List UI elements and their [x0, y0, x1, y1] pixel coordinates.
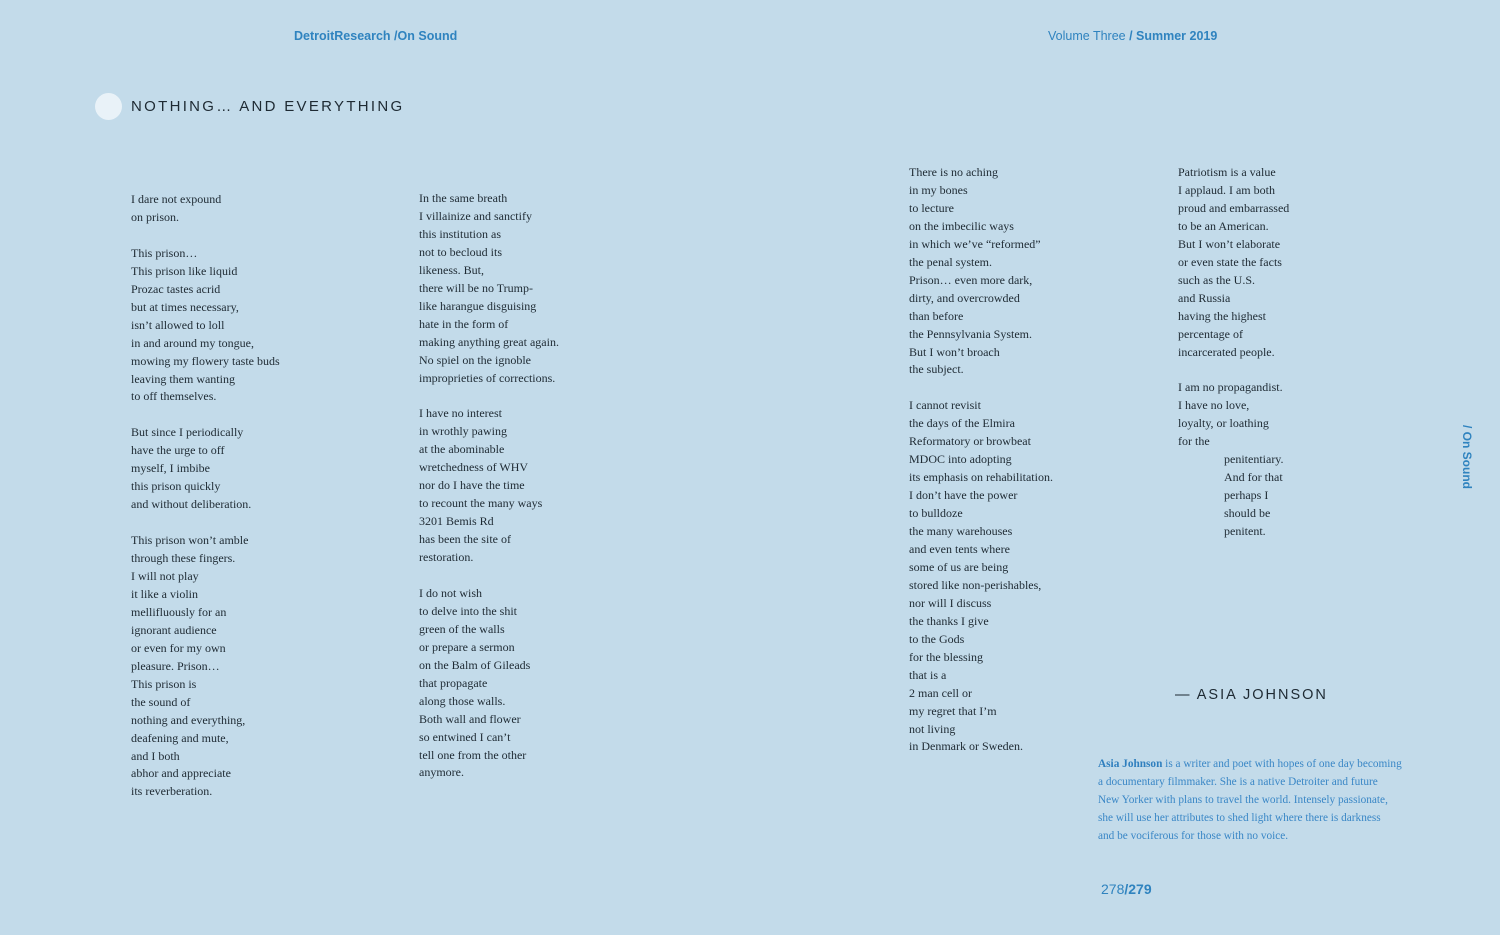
poem-line: the sound of: [131, 694, 191, 709]
poem-line: making anything great again.: [419, 334, 559, 349]
stanza-break: [419, 387, 559, 405]
poem-line: in which we’ve “reformed”: [909, 236, 1041, 251]
poem-column-4-main: [1178, 164, 1289, 451]
page-number-separator: /: [1124, 881, 1129, 897]
poem-line: Patriotism is a value: [1178, 165, 1276, 179]
header-separator: /: [1125, 29, 1137, 43]
poem-line: I do not wish: [419, 585, 482, 600]
poem-line: she will use her attributes to shed light where there is darkness: [1098, 812, 1381, 824]
poem-line: myself, I imbibe: [131, 461, 210, 476]
poem-line: I villainize and sanctify: [419, 208, 532, 223]
poem-line: to bulldoze: [909, 506, 963, 521]
poem-column-3: [909, 164, 1053, 756]
poem-line: Both wall and flower: [419, 711, 521, 726]
poem-line: But since I periodically: [131, 425, 244, 440]
poem-line: This prison…: [131, 245, 198, 260]
poem-line: abhor and appreciate: [131, 766, 231, 781]
poem-line: to lecture: [909, 200, 954, 215]
poem-line: and be vociferous for those with no voice.: [1098, 830, 1289, 842]
poem-line: wretchedness of WHV: [419, 460, 529, 475]
poem-line: there will be no Trump-: [419, 280, 533, 295]
poem-line: deafening and mute,: [131, 730, 229, 745]
poem-line: its reverberation.: [131, 784, 213, 799]
poem-line: to be an American.: [1178, 218, 1269, 233]
poem-line: nothing and everything,: [131, 712, 246, 727]
poem-line: Prison… even more dark,: [909, 272, 1033, 287]
poem-line: leaving them wanting: [131, 371, 235, 386]
poem-line: my regret that I’m: [909, 703, 997, 718]
poem-line: some of us are being: [909, 559, 1009, 574]
poem-line: But I won’t elaborate: [1178, 236, 1281, 251]
bio-first-line: [1098, 755, 1428, 773]
poem-line: incarcerated people.: [1178, 344, 1275, 359]
poem-line: on prison.: [131, 209, 179, 224]
poem-line: I applaud. I am both: [1178, 182, 1275, 197]
author-signature: — ASIA JOHNSON: [1175, 687, 1328, 703]
poem-line: through these fingers.: [131, 551, 236, 566]
poem-line: than before: [909, 308, 964, 323]
poem-line: the Pennsylvania System.: [909, 326, 1032, 341]
poem-line: the thanks I give: [909, 613, 989, 628]
poem-line: perhaps I: [1224, 488, 1269, 503]
poem-line: in my bones: [909, 182, 968, 197]
poem-line: have the urge to off: [131, 443, 225, 458]
poem-line: not living: [909, 721, 956, 736]
page-numbers: [1101, 881, 1152, 897]
poem-line: But I won’t broach: [909, 344, 1000, 359]
poem-line: like harangue disguising: [419, 298, 537, 313]
poem-line: hate in the form of: [419, 316, 509, 331]
poem-line: likeness. But,: [419, 262, 484, 277]
poem-line: pleasure. Prison…: [131, 658, 220, 673]
poem-line: at the abominable: [419, 442, 505, 457]
poem-line: dirty, and overcrowded: [909, 290, 1020, 305]
poem-line: No spiel on the ignoble: [419, 352, 531, 367]
poem-line: and without deliberation.: [131, 497, 252, 512]
poem-line: in wrothly pawing: [419, 424, 507, 439]
poem-line: I cannot revisit: [909, 398, 981, 413]
poem-line: on the Balm of Gileads: [419, 657, 531, 672]
poem-line: a documentary filmmaker. She is a native Detroiter and future: [1098, 776, 1378, 788]
poem-line: I am no propagandist.: [1178, 380, 1283, 395]
poem-line: so entwined I can’t: [419, 729, 511, 744]
poem-line: nor will I discuss: [909, 595, 992, 610]
bio-author-name: Asia Johnson: [1098, 758, 1163, 770]
side-section-label: / On Sound: [1460, 425, 1474, 489]
poem-line: This prison is: [131, 676, 197, 691]
poem-line: tell one from the other: [419, 747, 527, 762]
poem-line: penitentiary.: [1224, 452, 1284, 467]
poem-line: I don’t have the power: [909, 488, 1018, 503]
volume-label: Volume Three: [1048, 29, 1126, 43]
poem-line: anymore.: [419, 765, 464, 780]
author-bio: [1098, 755, 1428, 845]
publication-name: DetroitResearch: [294, 29, 391, 43]
poem-line: to recount the many ways: [419, 496, 543, 511]
title-circle-marker: [95, 93, 122, 120]
poem-line: in Denmark or Sweden.: [909, 739, 1023, 754]
poem-line: I have no love,: [1178, 398, 1250, 413]
stanza-break: [131, 406, 280, 424]
section-name: /On Sound: [390, 29, 458, 43]
poem-line: proud and embarrassed: [1178, 200, 1290, 215]
poem-line: nor do I have the time: [419, 478, 525, 493]
poem-line: along those walls.: [419, 693, 506, 708]
poem-line: I have no interest: [419, 406, 502, 421]
poem-line: on the imbecilic ways: [909, 218, 1014, 233]
poem-line: green of the walls: [419, 621, 505, 636]
poem-column-4-indented: [1178, 451, 1289, 541]
poem-line: restoration.: [419, 550, 474, 565]
poem-line: and Russia: [1178, 290, 1231, 305]
poem-line: in and around my tongue,: [131, 335, 254, 350]
poem-line: should be: [1224, 506, 1271, 521]
poem-line: that propagate: [419, 675, 488, 690]
poem-line: and I both: [131, 748, 180, 763]
poem-line: or even state the facts: [1178, 254, 1282, 269]
running-header-right: [1048, 29, 1217, 43]
poem-line: And for that: [1224, 470, 1283, 485]
poem-line: this prison quickly: [131, 479, 221, 494]
poem-line: it like a violin: [131, 586, 198, 601]
running-header-left: [294, 29, 457, 43]
poem-line: stored like non-perishables,: [909, 577, 1042, 592]
poem-line: mellifluously for an: [131, 604, 227, 619]
issue-label: Summer 2019: [1136, 29, 1218, 43]
poem-line: or even for my own: [131, 640, 226, 655]
poem-line: MDOC into adopting: [909, 452, 1012, 467]
poem-line: for the: [1178, 434, 1210, 449]
poem-line: the penal system.: [909, 254, 992, 269]
poem-line: and even tents where: [909, 542, 1010, 556]
poem-line: having the highest: [1178, 308, 1266, 323]
poem-line: Prozac tastes acrid: [131, 281, 221, 296]
poem-line: the days of the Elmira: [909, 416, 1015, 431]
poem-line: I will not play: [131, 568, 199, 583]
poem-line: or prepare a sermon: [419, 639, 515, 654]
stanza-break: [131, 227, 280, 245]
bio-lines: [1098, 773, 1428, 845]
stanza-break: [909, 379, 1053, 397]
stanza-break: [1178, 361, 1289, 379]
poem-column-2: [419, 190, 559, 782]
poem-line: Reformatory or browbeat: [909, 434, 1031, 449]
poem-line: penitent.: [1224, 524, 1266, 539]
poem-line: 2 man cell or: [909, 685, 972, 700]
poem-line: such as the U.S.: [1178, 272, 1255, 287]
poem-column-1: [131, 191, 280, 801]
poem-line: this institution as: [419, 226, 502, 241]
poem-line: to the Gods: [909, 631, 965, 646]
poem-line: isn’t allowed to loll: [131, 317, 225, 332]
stanza-break: [419, 567, 559, 585]
poem-line: loyalty, or loathing: [1178, 416, 1269, 431]
poem-line: its emphasis on rehabilitation.: [909, 470, 1053, 485]
poem-line: I dare not expound: [131, 192, 222, 206]
poem-line: There is no aching: [909, 165, 998, 179]
poem-line: for the blessing: [909, 649, 983, 664]
poem-line: This prison won’t amble: [131, 533, 249, 548]
poem-line: not to becloud its: [419, 244, 502, 259]
poem-line: This prison like liquid: [131, 263, 238, 278]
stanza-break: [131, 514, 280, 532]
poem-line: the many warehouses: [909, 524, 1013, 539]
page-number-right: 279: [1128, 881, 1152, 897]
poem-line: the subject.: [909, 362, 964, 377]
poem-line: percentage of: [1178, 326, 1243, 341]
poem-line: has been the site of: [419, 532, 511, 547]
poem-line: mowing my flowery taste buds: [131, 353, 280, 368]
poem-line: that is a: [909, 667, 947, 682]
poem-line: but at times necessary,: [131, 299, 239, 314]
page-number-left: 278: [1101, 881, 1125, 897]
poem-line: 3201 Bemis Rd: [419, 514, 494, 529]
bio-first-line-text: is a writer and poet with hopes of one day becoming: [1162, 758, 1402, 770]
poem-line: to off themselves.: [131, 389, 217, 404]
poem-line: ignorant audience: [131, 622, 217, 637]
poem-line: improprieties of corrections.: [419, 370, 556, 385]
poem-line: New Yorker with plans to travel the world. Intensely passionate,: [1098, 794, 1388, 806]
poem-column-4: [1178, 164, 1289, 541]
article-title: NOTHING… AND EVERYTHING: [131, 98, 405, 115]
poem-line: In the same breath: [419, 191, 508, 205]
poem-line: to delve into the shit: [419, 603, 517, 618]
